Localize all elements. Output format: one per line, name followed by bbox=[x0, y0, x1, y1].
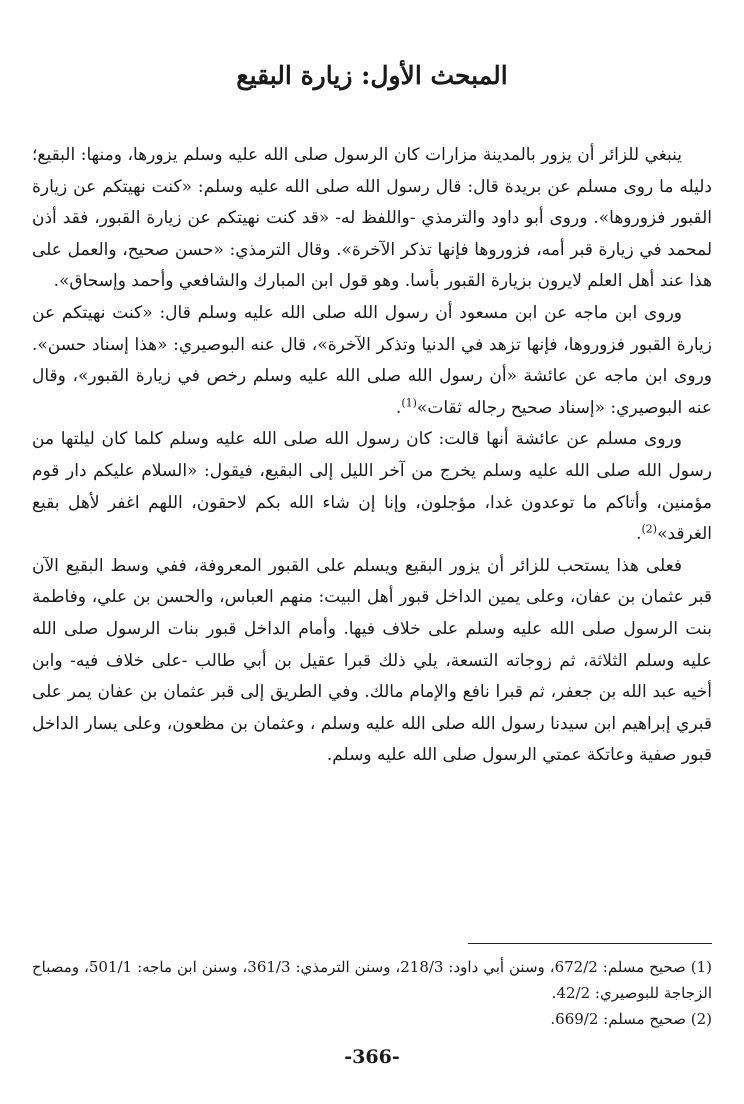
footnotes bbox=[32, 954, 712, 1032]
footnote-marker: (1) bbox=[401, 396, 417, 410]
paragraph-text: وروى ابن ماجه عن ابن مسعود أن رسول الله صلى الله عليه وسلم قال: «كنت نهيتكم عن زيارة القبور فزوروها، فإنها تزهد في الدنيا وتذكر الآخرة»، قال عنه البوصيري: «هذا إسناد حسن». وروى ابن ماجه عن عائشة «أن رسول الله صلى الله عليه وسلم رخص في زيارة القبور»، وقال عنه البوصيري: «إسناد صحيح رجاله ثقات» bbox=[32, 302, 712, 418]
footnote-marker: (2) bbox=[641, 522, 658, 536]
paragraph: وروى ابن ماجه عن ابن مسعود أن رسول الله صلى الله عليه وسلم قال: «كنت نهيتكم عن زيارة القبور فزوروها، فإنها تزهد في الدنيا وتذكر الآخرة»، قال عنه البوصيري: «هذا إسناد حسن». وروى ابن ماجه عن عائشة «أن رسول الله صلى الله عليه وسلم رخص في زيارة القبور»، وقال عنه البوصيري: «إسناد صحيح رجاله ثقات»$^{(1)}$. bbox=[32, 302, 712, 418]
paragraph bbox=[32, 140, 712, 298]
page-number: -366- bbox=[344, 1046, 400, 1068]
page-title: المبحث الأول: زيارة البقيع bbox=[236, 61, 508, 90]
paragraph-text: فعلى هذا يستحب للزائر أن يزور البقيع ويسلم على القبور المعروفة، ففي وسط البقيع الآن قبر عثمان بن عفان، وعلى يمين الداخل قبور أهل البيت: منهم العباس، والحسن بن علي، وفاطمة بنت الرسول صلى الله عليه وسلم على خلاف فيها. وأمام الداخل قبور بنات الرسول صلى الله عليه وسلم الثلاثة، ثم زوجاته التسعة، يلي ذلك قبرا عقيل بن أبي طالب -على خلاف فيه- وابن أخيه عبد الله بن جعفر، ثم قبرا نافع والإمام مالك. وفي الطريق إلى قبر عثمان بن عفان يمر على قبري إبراهيم ابن سيدنا رسول الله صلى الله عليه وسلم ، وعثمان بن مظعون، وعلى يسار الداخل قبور صفية وعاتكة عمتي الرسول صلى الله عليه وسلم. bbox=[32, 555, 712, 766]
footnote: (1) صحيح مسلم: 672/2، وسنن أبي داود: 218/3، وسنن الترمذي: 361/3، وسنن ابن ماجه: 501/1، ومصباح الزجاجة للبوصيري: 42/2. bbox=[32, 958, 712, 1002]
footnote-divider bbox=[468, 943, 712, 944]
paragraph-text: وروى مسلم عن عائشة أنها قالت: كان رسول الله صلى الله عليه وسلم كلما كان ليلتها من رسول الله صلى الله عليه وسلم يخرج من آخر الليل إلى البقيع، فيقول: «السلام عليكم دار قوم مؤمنين، وأتاكم ما توعدون غدا، مؤجلون، وإنا إن شاء الله بكم لاحقون، اللهم اغفر لأهل بقيع الغرقد» bbox=[32, 429, 712, 545]
paragraph: وروى مسلم عن عائشة أنها قالت: كان رسول الله صلى الله عليه وسلم كلما كان ليلتها من رسول الله صلى الله عليه وسلم يخرج من آخر الليل إلى البقيع، فيقول: «السلام عليكم دار قوم مؤمنين، وأتاكم ما توعدون غدا، مؤجلون، وإنا إن شاء الله بكم لاحقون، اللهم اغفر لأهل بقيع الغرقد»$^{(2)}$. bbox=[32, 429, 712, 545]
main-text bbox=[32, 140, 712, 772]
paragraph bbox=[32, 551, 712, 772]
footnote: (2) صحيح مسلم: 669/2. bbox=[550, 1010, 712, 1028]
paragraph-text: ينبغي للزائر أن يزور بالمدينة مزارات كان الرسول صلى الله عليه وسلم يزورها، ومنها: البقيع؛ دليله ما روى مسلم عن بريدة قال: قال رسول الله صلى الله عليه وسلم: «كنت نهيتكم عن زيارة القبور فزوروها». وروى أبو داود والترمذي -واللفظ له- «قد كنت نهيتكم عن زيارة القبور، فقد أذن لمحمد في زيارة قبر أمه، فزوروها فإنها تذكر الآخرة». وقال الترمذي: «حسن صحيح، والعمل على هذا عند أهل العلم لايرون بزيارة القبور بأسا. وهو قول ابن المبارك والشافعي وأحمد وإسحاق». bbox=[32, 145, 712, 292]
